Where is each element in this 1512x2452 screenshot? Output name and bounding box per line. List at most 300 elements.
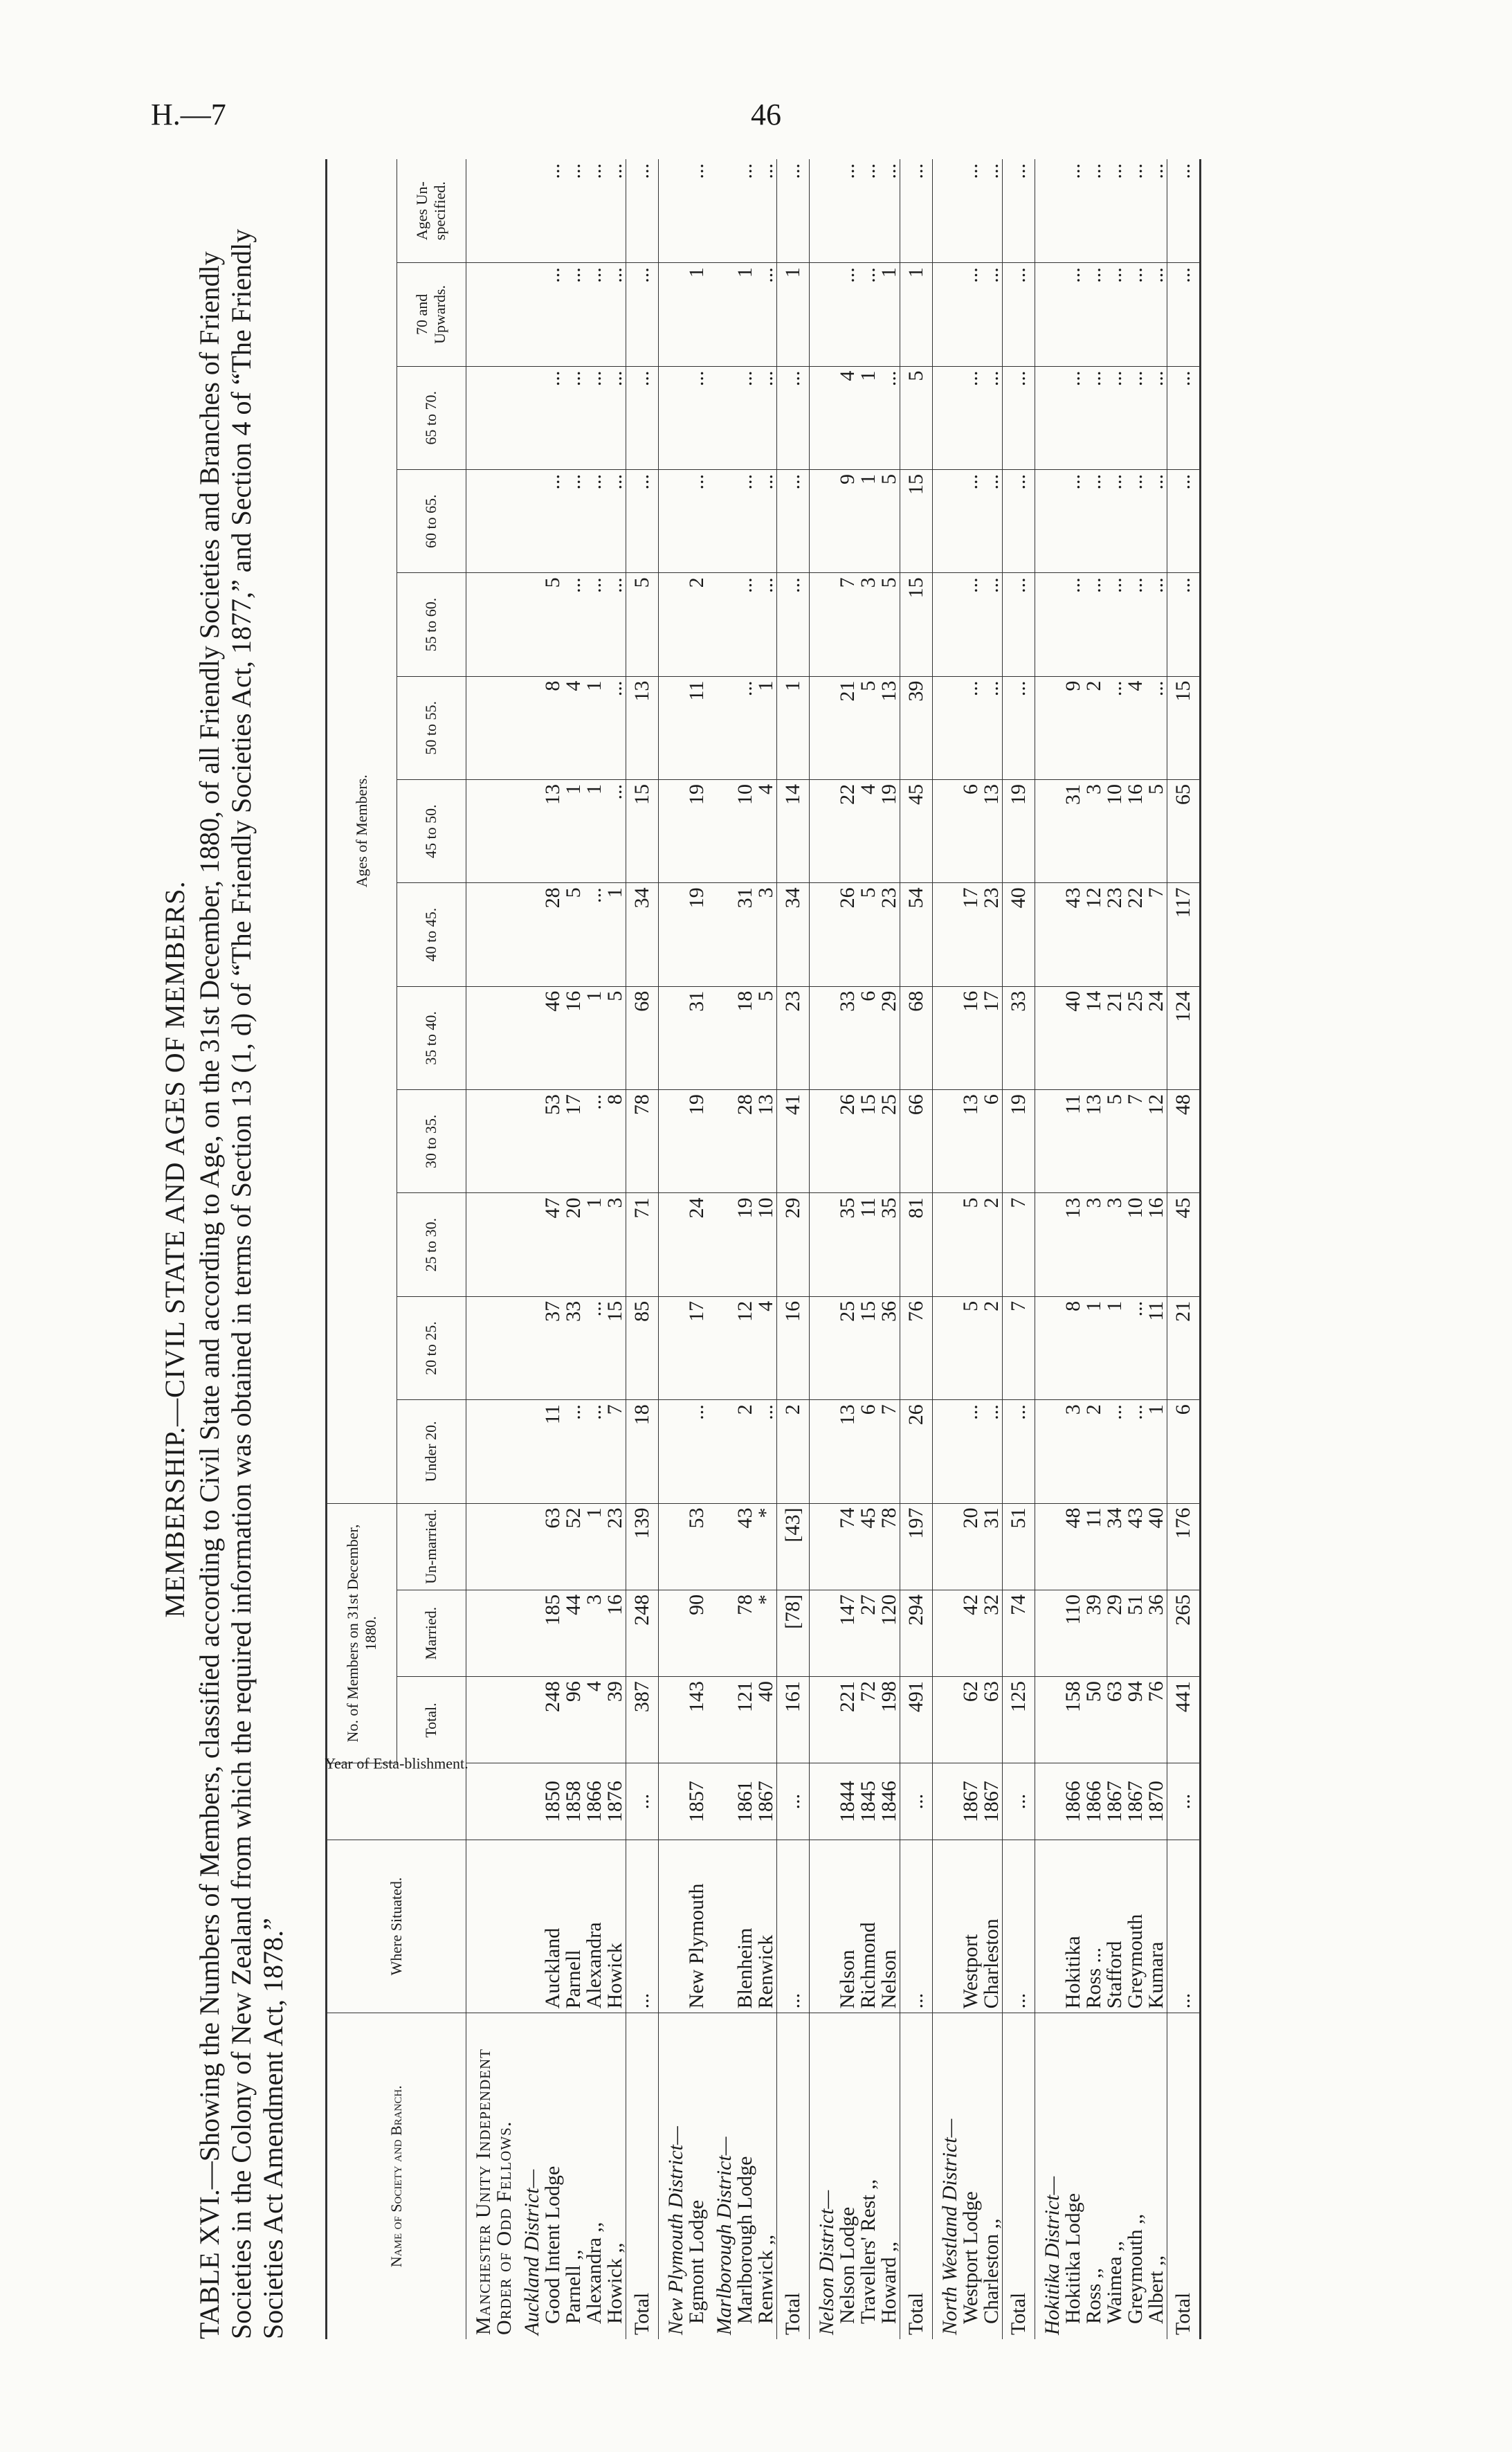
year-established: 1846 [879, 1763, 900, 1840]
empty-cell [466, 676, 516, 779]
age-count: ... [1104, 159, 1125, 263]
age-count: 53 [543, 1090, 563, 1193]
year-established: 1867 [1104, 1763, 1125, 1840]
year-established: 1870 [1146, 1763, 1167, 1840]
age-count: 1 [735, 263, 756, 366]
empty-cell [810, 263, 838, 366]
empty-cell [466, 1590, 516, 1676]
age-count: ... [1084, 573, 1104, 676]
age-count: ... [605, 573, 626, 676]
age-count: ... [735, 469, 756, 572]
empty-cell [707, 263, 735, 366]
age-count: ... [1146, 676, 1167, 779]
age-count: 24 [1146, 986, 1167, 1089]
year-established: ... [1167, 1763, 1201, 1840]
age-count: ... [879, 366, 900, 469]
branch-name: Total [1167, 2013, 1201, 2339]
age-count: 5 [960, 1296, 981, 1399]
empty-cell [466, 986, 516, 1089]
age-count: ... [1104, 366, 1125, 469]
where-situated: Kumara [1146, 1840, 1167, 2013]
age-count: 5 [563, 883, 584, 986]
age-count: 8 [1063, 1296, 1084, 1399]
empty-cell [466, 159, 516, 263]
branch-name: Waimea ,, [1103, 2240, 1126, 2324]
age-count: ... [1104, 469, 1125, 572]
age-count: ... [584, 1400, 605, 1503]
empty-cell [707, 573, 735, 676]
age-count: 45 [1167, 1193, 1201, 1296]
empty-cell [933, 676, 961, 779]
age-count: 117 [1167, 883, 1201, 986]
age-count: 34 [626, 883, 659, 986]
members-total: 94 [1125, 1677, 1146, 1763]
age-count: 4 [756, 780, 777, 883]
age-count: 11 [1063, 1090, 1084, 1193]
empty-cell [659, 1840, 687, 2013]
empty-cell [707, 1400, 735, 1503]
age-count: 4 [837, 366, 858, 469]
age-count: 3 [858, 573, 879, 676]
empty-cell [933, 366, 961, 469]
table-row [543, 159, 563, 2339]
age-count: 1 [879, 263, 900, 366]
year-established: 1858 [563, 1763, 584, 1840]
total-row [777, 159, 810, 2339]
age-count: 28 [735, 1090, 756, 1193]
members-unmarried: 43 [1125, 1503, 1146, 1590]
year-established: ... [777, 1763, 810, 1840]
age-count: 20 [563, 1193, 584, 1296]
where-situated: ... [777, 1840, 810, 2013]
empty-cell [515, 986, 543, 1089]
age-count: ... [1125, 1400, 1146, 1503]
members-total: 125 [1003, 1677, 1035, 1763]
empty-cell [933, 573, 961, 676]
table-row [1084, 159, 1104, 2339]
empty-cell [1035, 1840, 1064, 2013]
age-count: 71 [626, 1193, 659, 1296]
age-count: 5 [756, 986, 777, 1089]
empty-cell [707, 1296, 735, 1399]
age-count: 5 [605, 986, 626, 1089]
empty-cell [515, 469, 543, 572]
age-count: 65 [1167, 780, 1201, 883]
year-established: 1866 [1084, 1763, 1104, 1840]
members-total: 62 [960, 1677, 981, 1763]
age-count: 16 [1146, 1193, 1167, 1296]
header-age-col: 35 to 40. [397, 986, 466, 1089]
age-count: 13 [1084, 1090, 1104, 1193]
age-count: ... [981, 159, 1003, 263]
age-count: ... [981, 573, 1003, 676]
members-total: 63 [981, 1677, 1003, 1763]
members-unmarried: 34 [1104, 1503, 1125, 1590]
members-unmarried: 139 [626, 1503, 659, 1590]
empty-cell [1035, 573, 1064, 676]
age-count: ... [1063, 469, 1084, 572]
empty-cell [515, 1090, 543, 1193]
header-age-col: Ages Un-specified. [397, 159, 466, 263]
members-unmarried: [43] [777, 1503, 810, 1590]
year-established: 1844 [837, 1763, 858, 1840]
table-row [960, 159, 981, 2339]
empty-cell [466, 883, 516, 986]
age-count: 6 [981, 1090, 1003, 1193]
empty-cell [659, 366, 687, 469]
empty-cell [1035, 986, 1064, 1089]
members-married: [78] [777, 1590, 810, 1676]
table-body [466, 159, 1201, 2339]
district-heading-row [707, 159, 735, 2339]
age-count: 19 [735, 1193, 756, 1296]
age-count: ... [584, 366, 605, 469]
age-count: ... [1084, 366, 1104, 469]
age-count: 5 [858, 883, 879, 986]
age-count: ... [605, 676, 626, 779]
age-count: 11 [1146, 1296, 1167, 1399]
age-count: 18 [735, 986, 756, 1089]
age-count: ... [605, 263, 626, 366]
empty-cell [1035, 883, 1064, 986]
year-established: 1866 [1063, 1763, 1084, 1840]
header-age-col: 50 to 55. [397, 676, 466, 779]
age-count: 1 [605, 883, 626, 986]
where-situated: Charleston [981, 1840, 1003, 2013]
age-count: ... [900, 159, 933, 263]
age-count: 35 [837, 1193, 858, 1296]
age-count: ... [960, 366, 981, 469]
where-situated: Howick [605, 1840, 626, 2013]
age-count: ... [563, 573, 584, 676]
members-total: 221 [837, 1677, 858, 1763]
age-count: ... [1125, 1296, 1146, 1399]
age-count: 26 [900, 1400, 933, 1503]
age-count: 66 [900, 1090, 933, 1193]
age-count: ... [735, 573, 756, 676]
age-count: ... [584, 159, 605, 263]
empty-cell [466, 263, 516, 366]
where-situated: Ross ... [1084, 1840, 1104, 2013]
members-unmarried: 43 [735, 1503, 756, 1590]
age-count: 13 [879, 676, 900, 779]
empty-cell [1035, 1503, 1064, 1590]
age-count: ... [1167, 159, 1201, 263]
empty-cell [810, 1090, 838, 1193]
age-count: ... [1125, 573, 1146, 676]
members-married: 32 [981, 1590, 1003, 1676]
heading-text: Nelson District— [815, 2190, 838, 2335]
empty-cell [515, 1677, 543, 1763]
empty-cell [515, 1503, 543, 1590]
age-count: 19 [686, 780, 707, 883]
age-count: 2 [777, 1400, 810, 1503]
age-count: 24 [686, 1193, 707, 1296]
age-count: 5 [626, 573, 659, 676]
header-age-col: 65 to 70. [397, 366, 466, 469]
table-row [981, 159, 1003, 2339]
age-count: 19 [1003, 780, 1035, 883]
age-count: 81 [900, 1193, 933, 1296]
members-total: 72 [858, 1677, 879, 1763]
age-count: 26 [837, 1090, 858, 1193]
age-count: ... [735, 159, 756, 263]
age-count: 25 [837, 1296, 858, 1399]
age-count: ... [981, 1400, 1003, 1503]
where-situated: Alexandra [584, 1840, 605, 2013]
header-age-col: 30 to 35. [397, 1090, 466, 1193]
age-count: ... [1084, 263, 1104, 366]
empty-cell [466, 1763, 516, 1840]
empty-cell [810, 1400, 838, 1503]
age-count: ... [1003, 366, 1035, 469]
empty-cell [933, 263, 961, 366]
age-count: 1 [1146, 1400, 1167, 1503]
age-count: ... [858, 159, 879, 263]
age-count: 76 [900, 1296, 933, 1399]
total-row [1003, 159, 1035, 2339]
where-situated: ... [1167, 1840, 1201, 2013]
header-age-col: 25 to 30. [397, 1193, 466, 1296]
age-count: 7 [1146, 883, 1167, 986]
empty-cell [515, 1840, 543, 2013]
members-married: 44 [563, 1590, 584, 1676]
empty-cell [933, 883, 961, 986]
empty-cell [933, 1090, 961, 1193]
branch-name: Howick ,, [603, 2242, 626, 2324]
age-count: ... [858, 263, 879, 366]
age-count: 23 [879, 883, 900, 986]
age-count: 5 [879, 469, 900, 572]
members-total: 198 [879, 1677, 900, 1763]
empty-cell [659, 1590, 687, 1676]
age-count: 5 [543, 573, 563, 676]
members-total: 248 [543, 1677, 563, 1763]
age-count: 54 [900, 883, 933, 986]
age-count: 33 [563, 1296, 584, 1399]
empty-cell [810, 1503, 838, 1590]
age-count: 12 [1084, 883, 1104, 986]
header-age-col: 20 to 25. [397, 1296, 466, 1399]
age-count: 10 [1104, 780, 1125, 883]
age-count: 19 [686, 1090, 707, 1193]
age-count: ... [777, 366, 810, 469]
age-count: 26 [837, 883, 858, 986]
members-unmarried: 51 [1003, 1503, 1035, 1590]
age-count: 31 [735, 883, 756, 986]
age-count: ... [777, 159, 810, 263]
members-unmarried: 74 [837, 1503, 858, 1590]
age-count: ... [563, 1400, 584, 1503]
society-name [466, 2013, 516, 2339]
age-count: ... [1146, 573, 1167, 676]
age-count: 2 [686, 573, 707, 676]
age-count: ... [1146, 366, 1167, 469]
age-count: ... [605, 366, 626, 469]
members-total: 4 [584, 1677, 605, 1763]
age-count: ... [960, 1400, 981, 1503]
age-count: 9 [837, 469, 858, 572]
age-count: ... [960, 573, 981, 676]
members-married: 294 [900, 1590, 933, 1676]
age-count: 16 [1125, 780, 1146, 883]
age-count: ... [1084, 469, 1104, 572]
header-age-col: 45 to 50. [397, 780, 466, 883]
age-count: 1 [777, 676, 810, 779]
age-count: 6 [1167, 1400, 1201, 1503]
header-age-col: Under 20. [397, 1400, 466, 1503]
year-established: ... [900, 1763, 933, 1840]
age-count: 29 [777, 1193, 810, 1296]
empty-cell [933, 1193, 961, 1296]
empty-cell [707, 1193, 735, 1296]
age-count: ... [1063, 366, 1084, 469]
heading-text: New Plymouth District— [664, 2126, 687, 2335]
members-unmarried: 78 [879, 1503, 900, 1590]
empty-cell [707, 883, 735, 986]
empty-cell [707, 1677, 735, 1763]
age-count: 22 [1125, 883, 1146, 986]
empty-cell [1035, 469, 1064, 572]
age-count: 1 [777, 263, 810, 366]
age-count: ... [543, 366, 563, 469]
age-count: ... [756, 1400, 777, 1503]
age-count: ... [756, 366, 777, 469]
age-count: ... [584, 573, 605, 676]
age-count: 13 [626, 676, 659, 779]
age-count: 8 [543, 676, 563, 779]
age-count: 3 [756, 883, 777, 986]
members-married: 39 [1084, 1590, 1104, 1676]
age-count: 1 [858, 469, 879, 572]
empty-cell [707, 469, 735, 572]
age-count: ... [756, 159, 777, 263]
age-count: 1 [563, 780, 584, 883]
age-count: ... [777, 469, 810, 572]
page-title: MEMBERSHIP.—CIVIL STATE AND AGES OF MEMBERS. [159, 880, 190, 1618]
age-count: 3 [1104, 1193, 1125, 1296]
age-count: ... [1063, 159, 1084, 263]
age-count: 6 [858, 1400, 879, 1503]
empty-cell [707, 780, 735, 883]
empty-cell [466, 780, 516, 883]
empty-cell [707, 1763, 735, 1840]
table-row [858, 159, 879, 2339]
table-title-block [159, 159, 289, 2339]
age-count: 7 [1003, 1296, 1035, 1399]
page-number: 46 [751, 98, 781, 131]
members-unmarried: 31 [981, 1503, 1003, 1590]
age-count: ... [1003, 159, 1035, 263]
age-count: ... [563, 263, 584, 366]
table-row [837, 159, 858, 2339]
empty-cell [515, 263, 543, 366]
members-total: 96 [563, 1677, 584, 1763]
age-count: 14 [777, 780, 810, 883]
age-count: 9 [1063, 676, 1084, 779]
age-count: ... [563, 366, 584, 469]
age-count: 16 [777, 1296, 810, 1399]
members-married: 185 [543, 1590, 563, 1676]
age-count: ... [756, 469, 777, 572]
header-age-col: 40 to 45. [397, 883, 466, 986]
branch-name: Nelson Lodge [836, 2206, 859, 2324]
age-count: 12 [1146, 1090, 1167, 1193]
age-count: 22 [837, 780, 858, 883]
table-row [1063, 159, 1084, 2339]
members-married: 265 [1167, 1590, 1201, 1676]
table-row [584, 159, 605, 2339]
empty-cell [1035, 676, 1064, 779]
year-established: 1867 [756, 1763, 777, 1840]
members-married: 120 [879, 1590, 900, 1676]
age-count: 1 [858, 366, 879, 469]
age-count: ... [686, 159, 707, 263]
empty-cell [659, 1400, 687, 1503]
age-count: 17 [686, 1296, 707, 1399]
age-count: ... [1104, 263, 1125, 366]
empty-cell [933, 159, 961, 263]
district-heading-row [515, 159, 543, 2339]
empty-cell [707, 1590, 735, 1676]
members-married: 74 [1003, 1590, 1035, 1676]
age-count: 15 [900, 573, 933, 676]
rotated-table-page [159, 159, 1488, 2339]
age-count: 40 [1063, 986, 1084, 1089]
empty-cell [659, 573, 687, 676]
age-count: ... [1167, 263, 1201, 366]
age-count: 45 [900, 780, 933, 883]
total-row [900, 159, 933, 2339]
header-where: Where Situated. [327, 1840, 466, 2013]
age-count: 10 [735, 780, 756, 883]
age-count: ... [756, 263, 777, 366]
members-unmarried: 1 [584, 1503, 605, 1590]
empty-cell [810, 1677, 838, 1763]
empty-cell [933, 1400, 961, 1503]
header-age-col: 55 to 60. [397, 573, 466, 676]
empty-cell [659, 676, 687, 779]
age-count: 5 [900, 366, 933, 469]
empty-cell [515, 676, 543, 779]
members-unmarried: 176 [1167, 1503, 1201, 1590]
members-total: 491 [900, 1677, 933, 1763]
age-count: 4 [1125, 676, 1146, 779]
age-count: 4 [858, 780, 879, 883]
age-count: 13 [981, 780, 1003, 883]
members-total: 121 [735, 1677, 756, 1763]
empty-cell [1035, 1193, 1064, 1296]
header-age-col: 60 to 65. [397, 469, 466, 572]
empty-cell [933, 1763, 961, 1840]
where-situated: Richmond [858, 1840, 879, 2013]
table-row [756, 159, 777, 2339]
branch-name: Renwick ,, [754, 2234, 777, 2324]
age-count: ... [584, 469, 605, 572]
empty-cell [659, 986, 687, 1089]
age-count: 1 [756, 676, 777, 779]
age-count: 2 [1084, 676, 1104, 779]
age-count: ... [1104, 676, 1125, 779]
district-name [707, 2013, 735, 2339]
members-total: 50 [1084, 1677, 1104, 1763]
district-name [659, 2013, 687, 2339]
age-count: 1 [1104, 1296, 1125, 1399]
members-married: 110 [1063, 1590, 1084, 1676]
branch-name: Total [1003, 2013, 1035, 2339]
age-count: 5 [1104, 1090, 1125, 1193]
age-count: 5 [858, 676, 879, 779]
